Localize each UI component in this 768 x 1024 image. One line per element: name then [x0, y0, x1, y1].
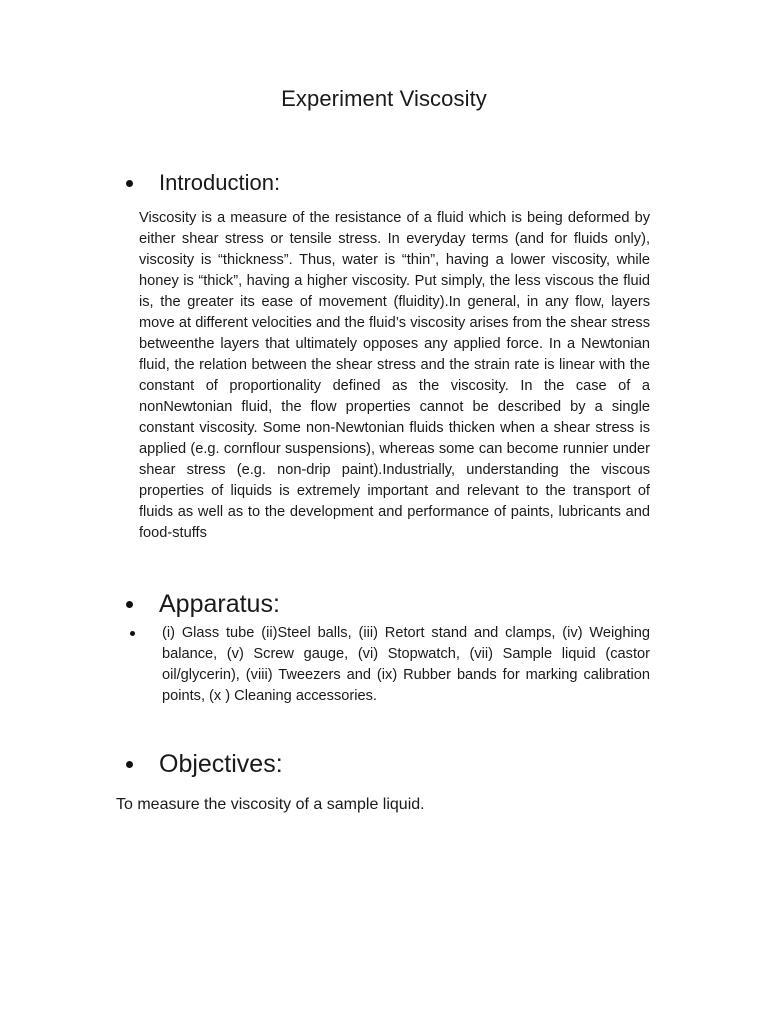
objectives-heading-label: Objectives:	[159, 750, 283, 778]
objectives-text: To measure the viscosity of a sample liquid.	[116, 796, 425, 813]
introduction-heading-label: Introduction:	[159, 170, 281, 195]
apparatus-items-text: (i) Glass tube (ii)Steel balls, (iii) Retort stand and clamps, (iv) Weighing balance, (v) Screw gauge, (vi) Stopwatch, (vii) Sample liquid (castor oil/glycerin), (viii) Tweezers and (ix) Rubber bands for marking calibration points, (x ) Cleaning accessories.	[162, 625, 650, 704]
page-title: Experiment Viscosity	[281, 86, 487, 111]
bullet-icon	[126, 761, 133, 768]
introduction-paragraph: Viscosity is a measure of the resistance of a fluid which is being deformed by either shear stress or tensile stress. In everyday terms (and for fluids only), viscosity is “thickness”. Thus, water is “thin”, having a lower viscosity, while honey is “thick”, having a higher viscosity. Put simply, the less viscous the fluid is, the greater its ease of movement (fluidity).In general, in any flow, layers move at different velocities and the fluid’s viscosity arises from the shear stress betweenthe layers that ultimately opposes any applied force. In a Newtonian fluid, the relation between the shear stress and the strain rate is linear with the constant of proportionality defined as the viscosity. In the case of a nonNewtonian fluid, the flow properties cannot be described by a single constant viscosity. Some non-Newtonian fluids thicken when a shear stress is applied (e.g. cornflour suspensions), whereas some can become runnier under shear stress (e.g. non-drip paint).Industrially, understanding the viscous properties of liquids is extremely important and relevant to the transport of fluids as well as to the development and performance of paints, lubricants and food-stuffs	[139, 210, 650, 541]
bullet-icon	[126, 180, 133, 187]
bullet-icon	[126, 601, 133, 608]
objectives-heading	[126, 750, 283, 779]
apparatus-heading	[126, 590, 280, 619]
introduction-heading	[126, 170, 280, 196]
apparatus-heading-label: Apparatus:	[159, 590, 280, 618]
small-bullet-icon	[130, 631, 135, 636]
